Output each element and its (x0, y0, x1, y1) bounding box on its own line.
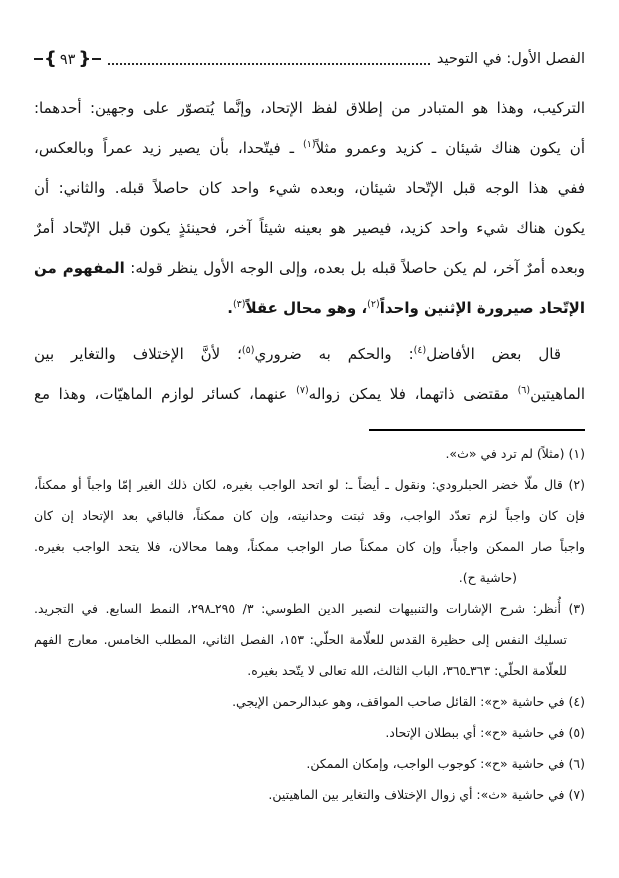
body-line-8 (34, 374, 585, 414)
footnote-ref-7: (٧) (296, 385, 309, 396)
page-header (34, 46, 585, 72)
quoted-matn-text: الإتّحاد صيرورة الإثنين واحداً (379, 299, 585, 317)
footnote-ref-4: (٤) (413, 345, 427, 356)
footnote-ref-6: (٦) (517, 385, 531, 396)
body-text: وبعده أمرٌ آخر، لم يكن حاصلاً قبله بل بعده، وإلى الوجه الأول ينظر قوله: (124, 259, 585, 277)
body-text: : والحكم به ضروري (254, 345, 414, 363)
body-line-3 (34, 168, 585, 208)
footnote-3-line-1: (٣) أُنظر: شرح الإشارات والتنبيهات لنصير الدين الطوسي: ٣/ ٢٩٥ـ٢٩٨، النمط السابع. في التجريد. (34, 601, 585, 616)
footnote-ref-2: (٢) (367, 299, 380, 310)
ornament-dash-right (92, 58, 101, 60)
body-text: الماهيتين (530, 385, 585, 403)
footnote-ref-1: (١) (303, 139, 316, 150)
footnote-6: (٦) في حاشية «ح»: كوجوب الواجب، وإمكان الممكن. (306, 756, 585, 771)
body-text: يكون هناك شيء واحد كزيد، فيصير هو بعينه شيئاً آخر، فحينئذٍ يكون قبل الإتّحاد أمرٌ (34, 219, 585, 237)
body-text: ؛ لأنَّ الإختلاف والتغاير بين (34, 345, 242, 363)
body-line-2 (34, 128, 585, 168)
quoted-matn-text: المفهوم من (34, 259, 125, 277)
dotted-leader (108, 63, 430, 65)
footnote-3-line-2: تسليك النفس إلى حظيرة القدس للعلّامة الحلّي: ١٥٣، الفصل الثاني، المطلب الخامس. معارج الفهم (34, 632, 567, 647)
footnote-7: (٧) في حاشية «ث»: أي زوال الإختلاف والتغاير بين الماهيتين. (268, 787, 585, 802)
footnote-2-line-3: واجباً صار الممكن واجباً، وإن كان ممكناً صار الواجب ممكناً، وهما محالان، فلا يتحد الواجب بغيره. (34, 539, 585, 554)
footnote-4: (٤) في حاشية «ح»: القائل صاحب المواقف، وهو عبدالرحمن الإيجي. (232, 694, 585, 709)
page-number-ornament (34, 48, 101, 70)
footnote-2-line-4: (حاشية ح). (458, 570, 517, 585)
footnote-2-line-2: فإن كان واجباً لزم تعدّد الواجب، وقد ثبتت وحدانيته، وإن كان ممكناً، فالباقي بعد الإتحاد إن كان (34, 508, 585, 523)
footnote-ref-3: (٣) (232, 299, 246, 310)
quoted-matn-text: ، وهو محال عقلاً (245, 299, 368, 317)
body-line-4 (34, 208, 585, 248)
body-text: أن يكون هناك شيئان ـ كزيد وعمرو مثلاً (315, 139, 585, 157)
page-number: ٩٣ (59, 52, 76, 68)
body-line-5 (34, 248, 585, 288)
footnote-3-line-3: للعلّامة الحلّي: ٣٦٣ـ٣٦٥، الباب الثالث، الله تعالى لا يتّحد بغيره. (247, 663, 567, 678)
ornament-dash-left (34, 58, 43, 60)
footnote-1: (١) (مثلاً) لم ترد في «ث». (445, 446, 585, 461)
body-line-1 (34, 88, 585, 128)
footnotes-section (34, 429, 585, 810)
footnote-5: (٥) في حاشية «ح»: أي ببطلان الإتحاد. (385, 725, 585, 740)
chapter-title: الفصل الأول: في التوحيد (436, 51, 585, 67)
footnote-separator (369, 429, 585, 431)
body-text: مقتضى ذاتهما، فلا يمكن زواله (308, 385, 518, 403)
body-text: قال بعض الأفاضل (426, 345, 561, 363)
footnote-2-line-1: (٢) قال ملّا خضر الحبلرودي: ونقول ـ أيضاً ـ: لو اتحد الواجب بغيره، لكان ذلك الغير إمّا واجباً أو ممكناً، (34, 477, 585, 492)
quoted-matn-text: . (227, 299, 233, 317)
body-text: التركيب، وهذا هو المتبادر من إطلاق لفظ الإتحاد، وإنَّما يُتصوّر على وجهين: أحدهما: (34, 99, 585, 117)
body-text: عنهما، كسائر لوازم الماهيّات، وهذا مع (34, 385, 297, 403)
ornament-brace-left (43, 48, 58, 70)
body-line-6 (34, 288, 585, 328)
body-line-7 (34, 334, 585, 374)
footnote-ref-5: (٥) (241, 345, 255, 356)
ornament-brace-right (77, 48, 92, 70)
body-text: ـ فيتّحدا، بأن يصير زيد عمراً وبالعكس، (34, 139, 304, 157)
main-text (34, 88, 585, 414)
body-text: ففي هذا الوجه قبل الإتّحاد شيئان، وبعده شيء واحد كان حاصلاً قبله. والثاني: أن (34, 179, 585, 197)
